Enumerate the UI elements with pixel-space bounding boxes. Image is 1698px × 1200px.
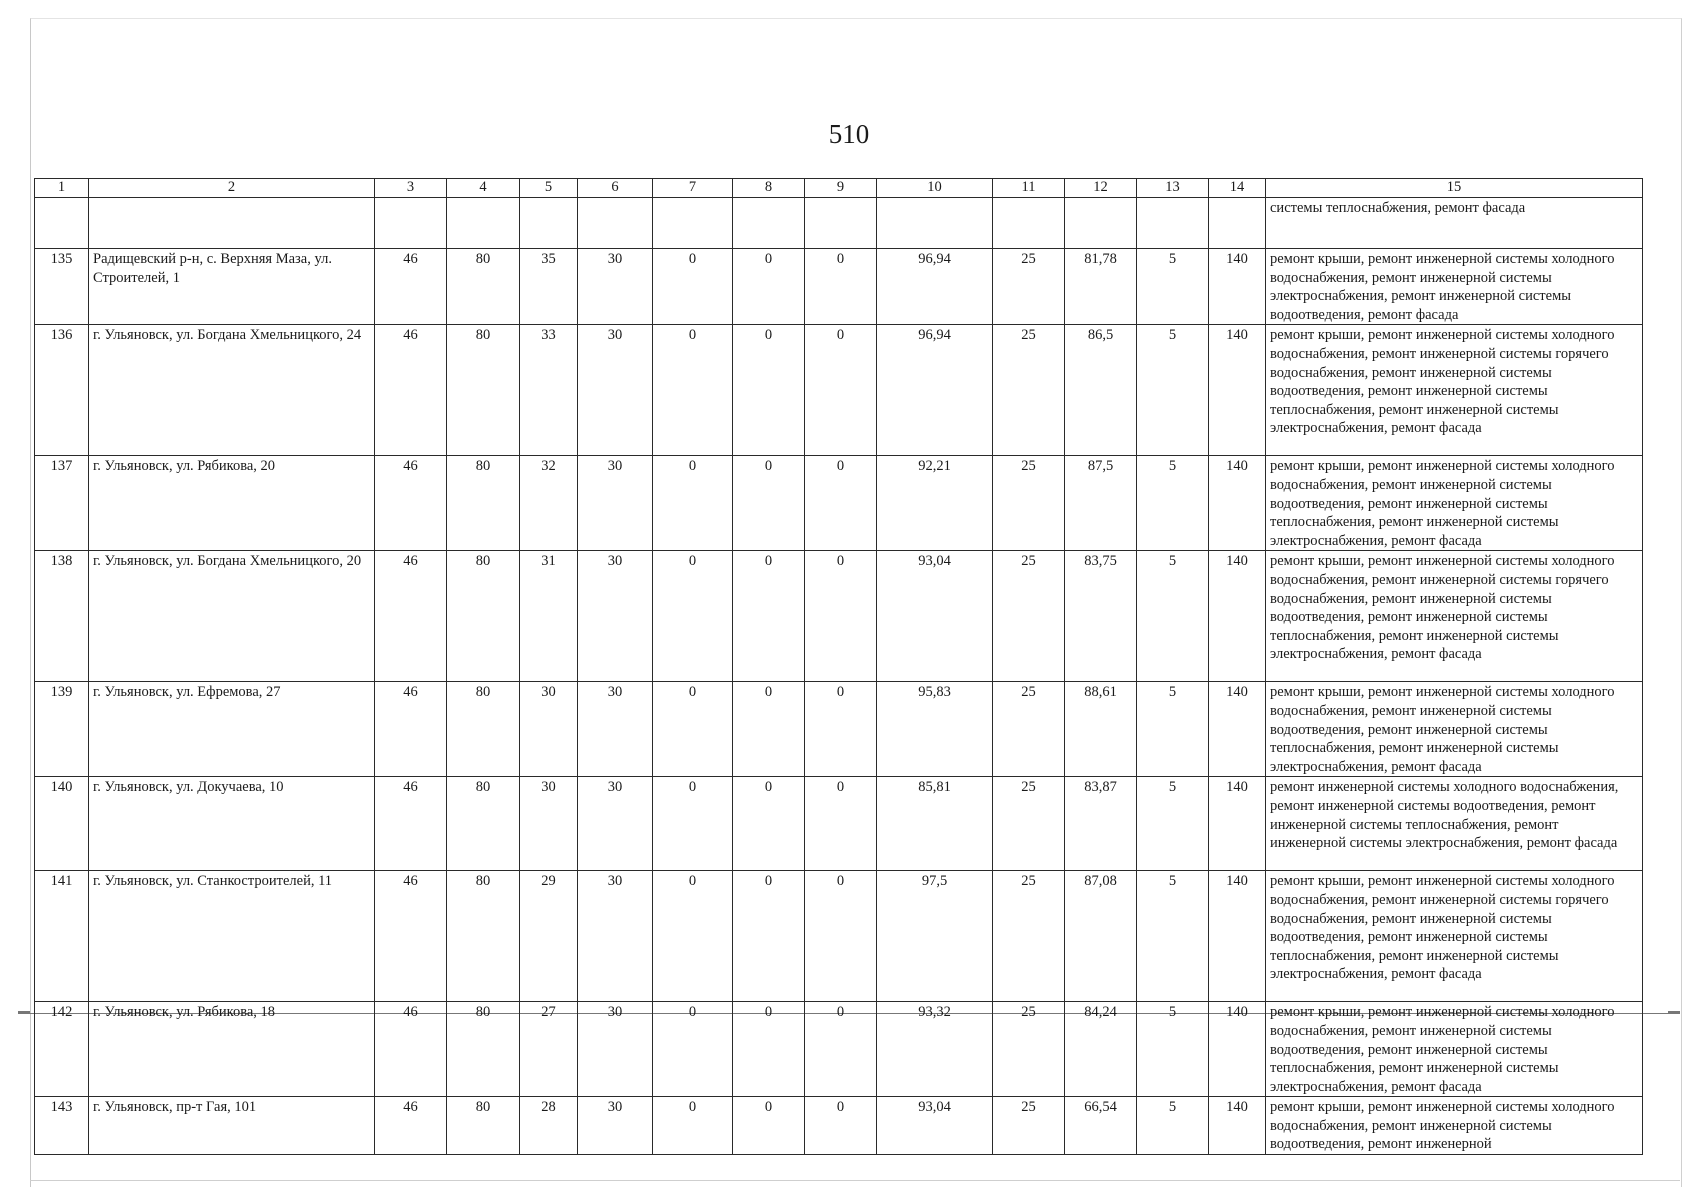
table-cell: 80 [447,249,520,325]
table-cell: 32 [520,456,578,551]
table-cell: 29 [520,871,578,1002]
table-cell [447,198,520,249]
table-cell: 0 [733,871,805,1002]
table-cell: 84,24 [1065,1002,1137,1097]
table-cell: 66,54 [1065,1097,1137,1155]
table-cell: 140 [1209,551,1266,682]
table-cell: 46 [375,456,447,551]
row-number: 137 [35,456,89,551]
table-cell: 140 [1209,871,1266,1002]
table-cell: 30 [578,1002,653,1097]
scan-artifact-mark-left [18,1011,30,1014]
table-cell [375,198,447,249]
table-cell: 30 [578,249,653,325]
table-cell: 0 [653,871,733,1002]
table-cell: 80 [447,1002,520,1097]
row-number: 138 [35,551,89,682]
table-cell: 25 [993,249,1065,325]
works-description: ремонт крыши, ремонт инженерной системы холодного водоснабжения, ремонт инженерной системы водоотведения, ремонт инженерной [1266,1097,1643,1155]
table-cell [35,198,89,249]
page-number: 510 [828,119,870,149]
table-cell: 25 [993,551,1065,682]
column-header: 11 [993,179,1065,198]
table-cell [520,198,578,249]
address: г. Ульяновск, ул. Докучаева, 10 [89,777,375,871]
table-row [35,682,1643,777]
row-number: 136 [35,325,89,456]
table-cell: 30 [578,682,653,777]
table-cell: 80 [447,682,520,777]
table-cell: 0 [805,456,877,551]
scan-artifact-bottom [30,1180,1680,1181]
row-number: 135 [35,249,89,325]
table-cell: 25 [993,325,1065,456]
table-cell: 93,04 [877,551,993,682]
table-cell: 0 [805,682,877,777]
table-cell: 46 [375,682,447,777]
address: г. Ульяновск, ул. Рябикова, 18 [89,1002,375,1097]
table-cell: 0 [805,1097,877,1155]
works-description: ремонт крыши, ремонт инженерной системы холодного водоснабжения, ремонт инженерной системы водоотведения, ремонт инженерной системы теплоснабжения, ремонт инженерной системы электроснабжения, ремонт фасада [1266,456,1643,551]
table-cell [89,198,375,249]
works-description: ремонт крыши, ремонт инженерной системы холодного водоснабжения, ремонт инженерной системы электроснабжения, ремонт инженерной системы водоотведения, ремонт фасада [1266,249,1643,325]
table-cell: 0 [653,325,733,456]
address: Радищевский р-н, с. Верхняя Маза, ул. Строителей, 1 [89,249,375,325]
table-cell: 46 [375,249,447,325]
table-cell: 92,21 [877,456,993,551]
table-cell: 0 [733,325,805,456]
table-cell: 0 [805,1002,877,1097]
column-header: 4 [447,179,520,198]
table-cell: 30 [578,456,653,551]
table-cell: 46 [375,1002,447,1097]
table-cell: 80 [447,1097,520,1155]
table-cell: 46 [375,325,447,456]
table-cell: 5 [1137,456,1209,551]
table-cell: 0 [733,551,805,682]
table-cell: 25 [993,1002,1065,1097]
table-cell: 80 [447,551,520,682]
table-cell: 25 [993,456,1065,551]
table-row [35,551,1643,682]
table-cell: 0 [653,1097,733,1155]
table-row [35,249,1643,325]
table-cell: 5 [1137,325,1209,456]
column-header: 7 [653,179,733,198]
table-cell: 80 [447,456,520,551]
table-cell: 25 [993,777,1065,871]
table-cell: 97,5 [877,871,993,1002]
table-cell: 5 [1137,249,1209,325]
address: г. Ульяновск, ул. Рябикова, 20 [89,456,375,551]
column-header: 1 [35,179,89,198]
table-cell: 5 [1137,1097,1209,1155]
table-cell [733,198,805,249]
table-cell: 140 [1209,682,1266,777]
row-number: 139 [35,682,89,777]
table-cell: 81,78 [1065,249,1137,325]
table-cell: 30 [578,325,653,456]
table-cell [877,198,993,249]
table-cell: 0 [653,551,733,682]
works-continuation: системы теплоснабжения, ремонт фасада [1266,198,1643,249]
table-cell: 30 [520,777,578,871]
table-cell: 88,61 [1065,682,1137,777]
works-description: ремонт крыши, ремонт инженерной системы холодного водоснабжения, ремонт инженерной системы водоотведения, ремонт инженерной системы теплоснабжения, ремонт инженерной системы электроснабжения, ремонт фасада [1266,682,1643,777]
table-cell: 35 [520,249,578,325]
table-cell: 46 [375,871,447,1002]
column-header: 12 [1065,179,1137,198]
continuation-row [35,198,1643,249]
row-number: 143 [35,1097,89,1155]
column-header: 10 [877,179,993,198]
column-header: 6 [578,179,653,198]
table-cell: 140 [1209,1002,1266,1097]
column-header: 5 [520,179,578,198]
table-cell: 0 [805,871,877,1002]
table-cell: 0 [805,325,877,456]
table-cell: 93,04 [877,1097,993,1155]
address: г. Ульяновск, ул. Богдана Хмельницкого, 24 [89,325,375,456]
table-row [35,1002,1643,1097]
works-description: ремонт крыши, ремонт инженерной системы холодного водоснабжения, ремонт инженерной системы горячего водоснабжения, ремонт инженерной системы водоотведения, ремонт инженерной системы теплоснабжения, ремонт инженерной системы электроснабжения, ремонт фасада [1266,871,1643,1002]
table-row [35,777,1643,871]
table-cell: 0 [653,1002,733,1097]
table-cell: 0 [653,682,733,777]
table-cell: 0 [653,249,733,325]
table-row [35,871,1643,1002]
table-cell: 25 [993,1097,1065,1155]
table-cell: 5 [1137,682,1209,777]
table-row [35,325,1643,456]
table-row [35,456,1643,551]
works-description: ремонт крыши, ремонт инженерной системы холодного водоснабжения, ремонт инженерной системы горячего водоснабжения, ремонт инженерной системы водоотведения, ремонт инженерной системы теплоснабжения, ремонт инженерной системы электроснабжения, ремонт фасада [1266,551,1643,682]
table-cell: 30 [578,871,653,1002]
table-cell: 83,87 [1065,777,1137,871]
table-cell: 87,08 [1065,871,1137,1002]
row-number: 140 [35,777,89,871]
table-cell [805,198,877,249]
table-cell: 80 [447,871,520,1002]
header-row [35,179,1643,198]
table-cell: 25 [993,871,1065,1002]
table-cell [653,198,733,249]
table-cell: 140 [1209,777,1266,871]
repair-registry-table [34,178,1643,1155]
table-cell: 96,94 [877,325,993,456]
table-cell [1065,198,1137,249]
table-cell: 86,5 [1065,325,1137,456]
table-cell: 0 [653,456,733,551]
table-cell [993,198,1065,249]
table-cell: 96,94 [877,249,993,325]
table-cell: 0 [733,456,805,551]
works-description: ремонт крыши, ремонт инженерной системы холодного водоснабжения, ремонт инженерной системы горячего водоснабжения, ремонт инженерной системы водоотведения, ремонт инженерной системы теплоснабжения, ремонт инженерной системы электроснабжения, ремонт фасада [1266,325,1643,456]
table-cell: 0 [733,249,805,325]
column-header: 2 [89,179,375,198]
table-cell: 25 [993,682,1065,777]
table-cell: 140 [1209,325,1266,456]
table-cell: 5 [1137,1002,1209,1097]
table-cell: 140 [1209,456,1266,551]
address: г. Ульяновск, ул. Богдана Хмельницкого, 20 [89,551,375,682]
table-cell: 5 [1137,871,1209,1002]
table-cell: 83,75 [1065,551,1137,682]
table-cell: 0 [733,1002,805,1097]
table-cell: 80 [447,325,520,456]
table-cell [578,198,653,249]
address: г. Ульяновск, ул. Ефремова, 27 [89,682,375,777]
table-cell: 30 [578,777,653,871]
table-cell: 0 [805,777,877,871]
table-cell [1137,198,1209,249]
table-cell: 30 [520,682,578,777]
table-cell: 28 [520,1097,578,1155]
table-cell: 30 [578,1097,653,1155]
table-cell: 46 [375,777,447,871]
table-cell: 93,32 [877,1002,993,1097]
table-cell: 30 [578,551,653,682]
table-cell: 46 [375,1097,447,1155]
table-cell: 95,83 [877,682,993,777]
table-row [35,1097,1643,1155]
address: г. Ульяновск, ул. Станкостроителей, 11 [89,871,375,1002]
column-header: 13 [1137,179,1209,198]
table-cell: 80 [447,777,520,871]
table-cell [1209,198,1266,249]
table-cell: 0 [653,777,733,871]
table-cell: 5 [1137,551,1209,682]
table-cell: 0 [805,249,877,325]
table-cell: 0 [733,682,805,777]
table-cell: 46 [375,551,447,682]
works-description: ремонт инженерной системы холодного водоснабжения, ремонт инженерной системы водоотведения, ремонт инженерной системы теплоснабжения, ремонт инженерной системы электроснабжения, ремонт фасада [1266,777,1643,871]
works-description: ремонт крыши, ремонт инженерной системы холодного водоснабжения, ремонт инженерной системы водоотведения, ремонт инженерной системы теплоснабжения, ремонт инженерной системы электроснабжения, ремонт фасада [1266,1002,1643,1097]
table-cell: 87,5 [1065,456,1137,551]
column-header: 15 [1266,179,1643,198]
column-header: 9 [805,179,877,198]
table-cell: 140 [1209,249,1266,325]
table-cell: 33 [520,325,578,456]
row-number: 142 [35,1002,89,1097]
table-cell: 85,81 [877,777,993,871]
column-header: 8 [733,179,805,198]
scan-artifact-mark-right [1668,1011,1680,1014]
table-cell: 0 [805,551,877,682]
address: г. Ульяновск, пр-т Гая, 101 [89,1097,375,1155]
table-cell: 140 [1209,1097,1266,1155]
table-cell: 0 [733,777,805,871]
table-cell: 31 [520,551,578,682]
table-cell: 5 [1137,777,1209,871]
column-header: 3 [375,179,447,198]
row-number: 141 [35,871,89,1002]
table-cell: 27 [520,1002,578,1097]
table-cell: 0 [733,1097,805,1155]
column-header: 14 [1209,179,1266,198]
